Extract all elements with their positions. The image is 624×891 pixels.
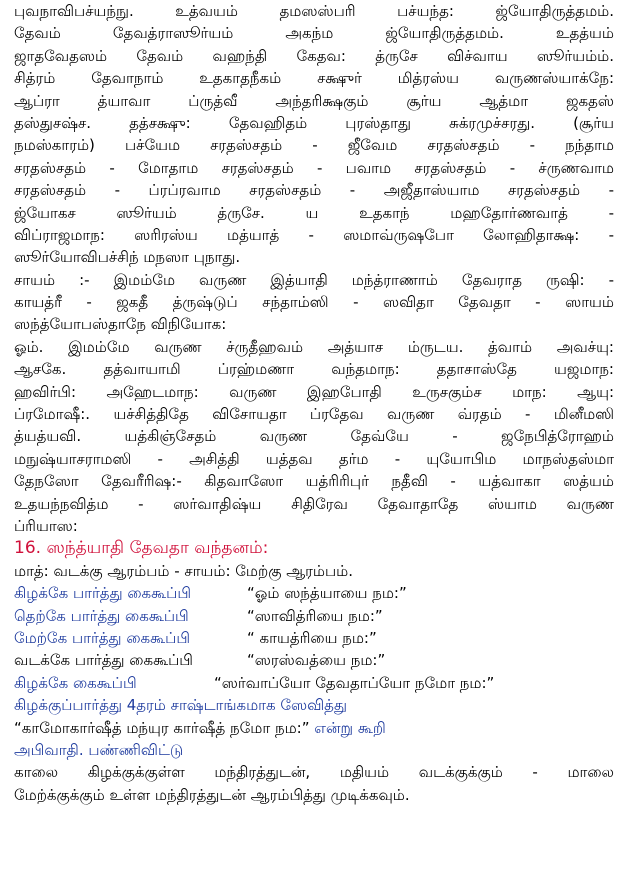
mantra-paragraph-1 — [14, 0, 614, 269]
text-line: ஆசகே. தத்வாயாமி ப்ரஹ்மணா வந்தமாந: ததாசாஸ்தே யஜமாந: — [14, 360, 614, 379]
direction-mantra: “ஓம் ஸந்த்யாயை நம:” — [247, 584, 407, 603]
text-line: மநுஷ்யாசராமஸி - அசித்தி யத்தவ தர்ம - யுயோபிம மாநஸ்தஸ்மா — [14, 449, 614, 468]
text-line: தஸ்துசஷ்ச. தத்சக்ஷு: தேவஹிதம் புரஸ்தாது சுக்ரமுச்சரது. (சூர்ய — [14, 113, 614, 132]
direction-row — [14, 582, 614, 604]
direction-label: தெற்கே பார்த்து கைகூப்பி — [14, 606, 189, 625]
text-line: த்யத்யவி. யத்கிஞ்சேதம் வருண தேவ்யே - ஜநேபித்ரோஹம் — [14, 427, 614, 446]
direction-label: வடக்கே பார்த்து கைகூப்பி — [14, 651, 193, 670]
text-line: ஹவிர்பி: அஹேடமாந: வருண இஹபோதி உருசகும்ச மாந: ஆயு: — [14, 382, 614, 401]
direction-label: கிழக்கே கைகூப்பி — [14, 673, 137, 692]
direction-row — [14, 649, 614, 671]
text-line: தேநஸோ தேவரீரிஷ:- கிதவாஸோ யத்ரிரிபுர் நதீவி - யத்வாகா ஸத்யம் — [14, 472, 614, 491]
text-line: ஜாதவேதஸம் தேவம் வஹந்தி கேதவ: த்ருசே விச்வாய ஸூர்யம்ம். — [14, 46, 614, 65]
text-line: விப்ராஜமாந: ஸரிரஸ்ய மத்யாத் - ஸமாவ்ருஷபோ லோஹிதாக்ஷ: - — [14, 225, 614, 244]
kama-line — [14, 717, 614, 739]
prostration-instruction: கிழக்குப்பார்த்து 4தரம் சாஷ்டாங்கமாக ஸேவித்து — [14, 696, 347, 715]
direction-mantra: “ காயத்ரியை நம:” — [247, 628, 377, 647]
text-line: காயத்ரீ - ஜகதீ த்ருஷ்டுப் சந்தாம்ஸி - ஸவிதா தேவதா - ஸாயம் — [14, 293, 614, 312]
section-heading: 16. ஸந்த்யாதி தேவதா வந்தனம்: — [14, 538, 269, 559]
text-line: சாயம் :- இமம்மே வருண இத்யாதி மந்த்ராணாம் தேவராத ருஷி: - — [14, 270, 614, 289]
kama-suffix: என்று கூறி — [309, 718, 386, 737]
direction-list — [14, 582, 614, 694]
text-line: சித்ரம் தேவாநாம் உதகாதநீகம் சக்ஷுர் மித்ரஸ்ய வருணஸ்யாக்நே: — [14, 69, 614, 88]
text-line: ஜ்யோகச ஸூர்யம் த்ருசே. ய உதகாந் மஹதோர்ணவாத் - — [14, 203, 614, 222]
text-line: புவநாவிபச்யந்நு. உத்வயம் தமஸஸ்பரி பச்யந்த: ஜ்யோதிருத்தமம். — [14, 2, 614, 20]
text-line: ஸூர்யோவிபச்சிந் மநஸா புநாது. — [14, 248, 241, 267]
direction-mantra: “ஸாவித்ரியை நம:” — [247, 606, 383, 625]
text-line: காலை கிழக்குக்குள்ள மந்திரத்துடன், மதியம் வடக்குக்கும் - மாலை — [14, 763, 614, 782]
text-line: நமஸ்காரம்) பச்யேம சரதஸ்சதம் - ஜீவேம சரதஸ்சதம் - நந்தாம — [14, 136, 614, 155]
direction-row — [14, 627, 614, 649]
text-line: ஸந்த்யோபஸ்தாநே விநியோக: — [14, 315, 227, 334]
all-gods-row — [14, 672, 614, 694]
direction-row — [14, 605, 614, 627]
text-line: உதயந்நவித்ம - ஸர்வாதிஷ்ய சிதிரேவ தேவாதாதே ஸ்யாம வருண — [14, 494, 614, 513]
text-line: ப்ரமோஷீ:. யச்சித்திதே விசோயதா ப்ரதேவ வருண வ்ரதம் - மினீமஸி — [14, 405, 614, 424]
sayam-intro-paragraph — [14, 269, 614, 336]
direction-mantra: “ஸர்வாப்யோ தேவதாப்யோ நமோ நம:” — [214, 673, 495, 692]
text-line: தேவம் தேவத்ராஸூர்யம் அகந்ம ஜ்யோதிருத்தமம். உதத்யம் — [14, 24, 614, 43]
text-line: சரதஸ்சதம் - ப்ரப்ரவாம சரதஸ்சதம் - அஜீதாஸ்யாம சரதஸ்சதம் - — [14, 181, 614, 200]
text-line: ஆப்ரா த்யாவா ப்ருத்வீ அந்தரிக்ஷகும் சூர்ய ஆத்மா ஜகதஸ் — [14, 91, 614, 110]
text-line: ப்ரியாஸ: — [14, 516, 78, 535]
mantra-paragraph-2 — [14, 336, 614, 538]
text-line: மேற்க்குக்கும் உள்ள மந்திரத்துடன் ஆரம்பித்து முடிக்கவும். — [14, 785, 410, 804]
direction-label: கிழக்கே பார்த்து கைகூப்பி — [14, 584, 192, 603]
text-line: சரதஸ்சதம் - மோதாம சரதஸ்சதம் - பவாம சரதஸ்சதம் - ச்ருணவாம — [14, 158, 614, 177]
text-line: ஓம். இமம்மே வருண ச்ருதீஹவம் அத்யாச ம்ருடய. த்வாம் அவச்யு: — [14, 337, 614, 356]
sequence-note: மாத்: வடக்கு ஆரம்பம் - சாயம்: மேற்கு ஆரம்பம். — [14, 561, 353, 580]
closing-paragraph — [14, 761, 614, 806]
direction-label: மேற்கே பார்த்து கைகூப்பி — [14, 628, 191, 647]
direction-mantra: “ஸரஸ்வத்யை நம:” — [247, 651, 386, 670]
kama-mantra: “காமோகார்ஷீத் மந்யுர கார்ஷீத் நமோ நம:” — [14, 718, 310, 737]
abhivadi-instruction: அபிவாதி. பண்ணிவிட்டு — [14, 740, 184, 759]
